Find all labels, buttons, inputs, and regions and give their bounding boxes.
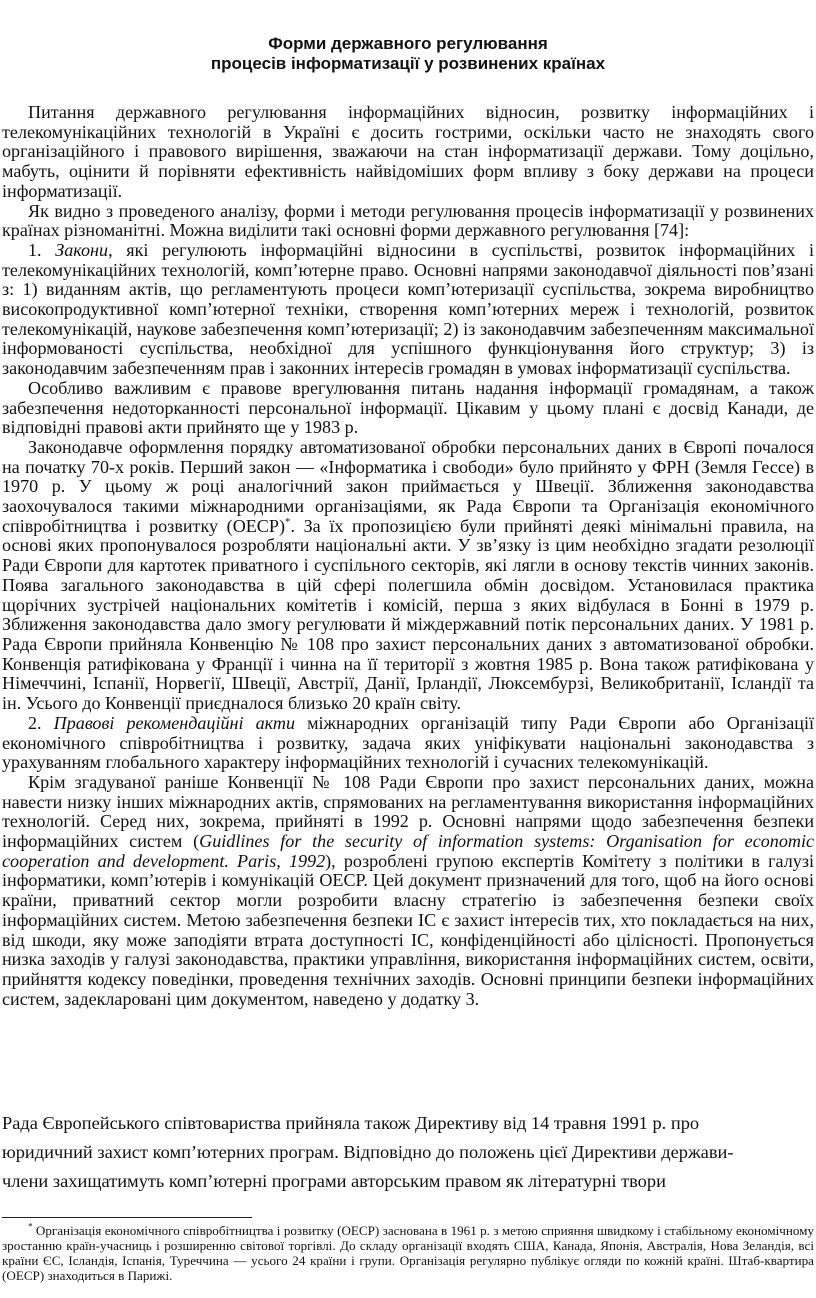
paragraph-8	[2, 1113, 814, 1191]
title-line-1: Форми державного регулювання	[268, 34, 548, 53]
term-recommendations: Правові рекомендаційні акти	[53, 712, 295, 733]
term-laws: Закони	[55, 239, 109, 260]
paragraph-5-text-b: . За їх пропозицією були прийняті деякі мінімальні правила, на основі яких пропонувалося розробляти національні акти. У зв’язку із цим необхідно згадати резолюції Ради Європи для картотек приватного і суспільного секторів, які лягли в основу текстів чинних законів. Поява загального законодавства в цій сфері полегшила обмін досвідом. Установилася практика щорічних зустрічей національних комітетів і комісій, перша з яких відбулася в Бонні в 1979 р. Зближення законодавства дало змогу регулювати й міждержавний потік персональних даних. У 1981 р. Рада Європи прийняла Конвенцію № 108 про захист персональних даних з автоматизованої обробки. Конвенція ратифікована у Франції і чинна на її території з жовтня 1985 р. Вона також ратифікована у Німеччині, Іспанії, Норвегії, Швеції, Австрії, Данії, Ірландії, Люксембурзі, Великобританії, Ісландії та ін. Усього до Конвенції приєдналося близько 20 країн світу.	[2, 515, 814, 714]
paragraph-3-text: , які регулюють інформаційні відносини в суспільстві, розвиток інформаційних і телекомунікаційних технологій, комп’ютерне право. Основні напрями законодавчої діяльності пов’язані з: 1) виданням актів, що регламентують процеси комп’ютеризації суспільства, зокрема виробництво високопродуктивної комп’ютерної техніки, створення комп’ютерних мереж і технологій, розвиток телекомунікацій, наукове забезпечення комп’ютеризації; 2) із законодавчим забезпеченням максимальної інформованості суспільства, необхідної для успішного функціонування його структур; 3) із законодавчим забезпеченням прав і законних інтересів громадян в умовах інформатизації суспільства.	[2, 239, 815, 379]
paragraph-8-line-2: юридичний захист комп’ютерних програм. Відповідно до положень цієї Директиви держави-	[2, 1142, 734, 1162]
list-number-1: 1.	[28, 239, 56, 260]
footnote-reference[interactable]: *	[284, 515, 291, 528]
paragraph-7-text-b: ), розроблені групою експертів Комітету з політики в галузі інформатики, комп’ютерів і комунікацій ОЕСР. Цей документ призначений для того, щоб на його основі країни, приватний сектор могли розробити власну стратегію із забезпечення безпеки своїх інформаційних систем. Метою забезпечення безпеки ІС є захист інтересів тих, хто покладається на них, від шкоди, яку може заподіяти втрата доступності ІС, конфіденційності або цілісності. Пропонується низка заходів у галузі законодавства, практики управління, використання інформаційних систем, освіти, прийняття кодексу поведінки, проведення технічних заходів. Основні принципи безпеки інформаційних систем, задекларовані цим документом, наведено у додатку 3.	[2, 850, 814, 1009]
paragraph-1: Питання державного регулювання інформаційних відносин, розвитку інформаційних і телекомунікаційних технологій в Україні є досить гострими, оскільки часто не знаходять свого організаційного і правового вирішення, зважаючи на стан інформатизації держави. Тому доцільно, мабуть, оцінити й порівняти ефективність найвідоміших форм впливу з боку держави на процеси інформатизації.	[2, 102, 814, 201]
paragraph-8-line-1: Рада Європейського співтовариства прийняла також Директиву від 14 травня 1991 р. про	[2, 1113, 700, 1133]
paragraph-5-text-a: Законодавче оформлення порядку автоматизованої обробки персональних даних в Європі почалося на початку 70-х років. Перший закон — «Інформатика і свободи» було прийнято у ФРН (Земля Гессе) в 1970 р. У цьому ж році аналогічний закон приймається у Швеції. Зближення законодавства заохочувалося такими міжнародними організаціями, як Рада Європи та Організація економічного співробітництва і розвитку (ОЕСР)	[2, 436, 814, 536]
footnote-text: Організація економічного співробітництва і розвитку (ОЕСР) заснована в 1961 р. з метою сприяння швидкому і стабільному економічному зростанню країн-учасниць і розширенню світової торгівлі. До складу організації входять США, Канада, Японія, Австралія, Нова Зеландія, всі країни ЄС, Ісландія, Іспанія, Туреччина — усього 24 країни і групи. Організація регулярно публікує огляди по кожній країні. Штаб-квартира (ОЕСР) знаходиться в Парижі.	[2, 1223, 814, 1283]
footnote-divider	[2, 1217, 252, 1218]
paragraph-6-text: міжнародних організацій типу Ради Європи або Організації економічного співробітництва і розвитку, задача яких уніфікувати національні законодавства з урахуванням глобального характеру інформаційних технологій і сучасних телекомунікацій.	[2, 712, 814, 773]
title-line-2: процесів інформатизації у розвинених країнах	[210, 54, 606, 73]
paragraph-3	[2, 241, 814, 379]
paragraph-6	[2, 714, 814, 773]
paragraph-2: Як видно з проведеного аналізу, форми і методи регулювання процесів інформатизації у розвинених країнах різноманітні. Можна виділити такі основні форми державного регулювання [74]:	[2, 200, 814, 241]
body-text	[2, 103, 814, 1009]
paragraph-7-text-a: Крім згадуваної раніше Конвенції № 108 Ради Європи про захист персональних даних, можна навести низку інших міжнародних актів, спрямованих на регламентування використання інформаційних технологій. Серед них, зокрема, прийняті в 1992 р. Основні напрями щодо забезпечення безпеки інформаційних систем (	[2, 771, 814, 852]
list-number-2: 2.	[28, 712, 54, 733]
paragraph-7	[2, 773, 814, 1009]
footnote-mark: *	[28, 1221, 33, 1232]
footnote	[2, 1223, 814, 1283]
cited-document-title: Guidlines for the security of information systems: Organisation for economic cooperation and development. Paris, 1992	[2, 831, 815, 871]
paragraph-4: Особливо важливим є правове врегулювання питань надання інформації громадянам, а також забезпечення недоторканності персональної інформації. Цікавим у цьому плані є досвід Канади, де відповідні правові акти прийнято ще у 1983 р.	[2, 377, 814, 438]
page-title	[0, 34, 816, 74]
paragraph-8-line-3: члени захищатимуть комп’ютерні програми авторським правом як літературні твори	[2, 1171, 666, 1191]
paragraph-5	[2, 438, 814, 714]
